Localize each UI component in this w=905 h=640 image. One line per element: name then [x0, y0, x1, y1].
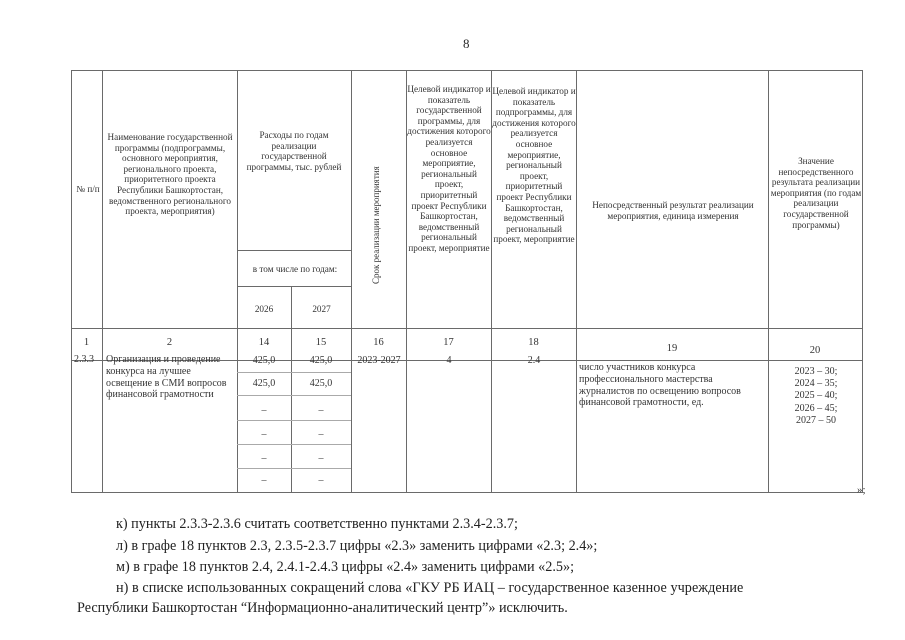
- row-name: Организация и проведение конкурса на лучшее освещение в СМИ вопросов финансовой грамотности: [106, 354, 227, 401]
- table-col-divider: [102, 70, 103, 493]
- paragraph-k: к) пункты 2.3.3-2.3.6 считать соответственно пунктами 2.3.4-2.3.7;: [116, 516, 518, 532]
- header-period: Срок реализации мероприятия: [371, 166, 381, 284]
- expense-row-line: [237, 395, 351, 396]
- column-number: 14: [258, 337, 270, 348]
- row-value-year: 2025 – 40;: [794, 390, 838, 401]
- expense-value: –: [318, 429, 324, 440]
- expense-row-line: [237, 372, 351, 373]
- page-number: 8: [463, 36, 470, 51]
- column-number: 19: [666, 343, 678, 354]
- header-target-subprogram: Целевой индикатор и показатель подпрограммы, для достижения которого реализуется основное мероприятие, региональный проект, приоритетный проект Республики Башкортостан, ведомственный региональный проект, мероприятие: [492, 86, 576, 245]
- header-year-2026: 2026: [254, 304, 274, 314]
- column-number: 18: [528, 337, 539, 348]
- expense-value: 425,0: [252, 355, 276, 366]
- expense-value: 425,0: [309, 378, 333, 389]
- table-border-right: [862, 70, 863, 493]
- column-number: 15: [315, 337, 327, 348]
- row-target-subprogram: 2.4: [527, 355, 541, 366]
- row-result: число участников конкурса профессионального мастерства журналистов по освещению вопросов финансовой грамотности, ед.: [579, 362, 741, 409]
- table-col-divider: [351, 70, 352, 493]
- expense-row-line: [237, 468, 351, 469]
- row-value-year: 2027 – 50: [796, 415, 836, 426]
- row-period: 2023-2027: [357, 355, 401, 366]
- table-border-top: [71, 70, 863, 71]
- paragraph-n-continued: Республики Башкортостан “Информационно-аналитический центр”» исключить.: [77, 600, 568, 616]
- column-number: 2: [166, 337, 173, 348]
- program-table: [71, 70, 863, 494]
- header-year-2027: 2027: [312, 304, 331, 314]
- column-number: 1: [83, 337, 90, 348]
- table-col-divider: [768, 70, 769, 493]
- header-expenses: Расходы по годам реализации государственной программы, тыс. рублей: [246, 130, 342, 172]
- row-value-year: 2023 – 30;: [794, 366, 838, 377]
- expense-value: 425,0: [252, 378, 276, 389]
- table-border-bottom: [71, 492, 863, 493]
- table-closing-quote: »;: [857, 484, 866, 496]
- row-target-program: 4: [446, 355, 452, 366]
- header-value: Значение непосредственного результата реализации мероприятия (по годам реализации государственной программы): [770, 156, 862, 230]
- column-number: 16: [373, 337, 384, 348]
- expense-value: –: [261, 429, 267, 440]
- expense-value: –: [261, 475, 267, 486]
- table-col-divider: [576, 70, 577, 493]
- expense-row-line: [237, 444, 351, 445]
- expense-value: –: [318, 453, 324, 464]
- paragraph-l: л) в графе 18 пунктов 2.3, 2.3.5-2.3.7 цифры «2.3» заменить цифрами «2.3; 2.4»;: [116, 538, 598, 554]
- expense-value: –: [318, 475, 324, 486]
- table-line-years: [237, 286, 351, 287]
- expense-row-line: [237, 420, 351, 421]
- header-name: Наименование государственной программы (подпрограммы, основного мероприятия, регионального проекта, приоритетного проекта Республики Башкортостан, ведомственного регионального проекта, мероприятия): [107, 132, 233, 217]
- expense-value: 425,0: [309, 355, 333, 366]
- column-number: 20: [809, 345, 821, 356]
- paragraph-n: н) в списке использованных сокращений слова «ГКУ РБ ИАЦ – государственное казенное учреждение: [116, 580, 744, 596]
- row-value-year: 2026 – 45;: [794, 403, 838, 414]
- header-target-program: Целевой индикатор и показатель государственной программы, для достижения которого реализуется основное мероприятие, региональный проект, приоритетный проект Республики Башкортостан, ведомственный региональный проект, мероприятие: [407, 84, 491, 253]
- expense-value: –: [261, 453, 267, 464]
- table-line-header-bottom: [71, 328, 863, 329]
- row-number: 2.3.3: [74, 354, 94, 365]
- header-num: № п/п: [76, 184, 100, 194]
- table-line-subheader: [237, 250, 351, 251]
- column-number: 17: [443, 337, 454, 348]
- table-border-left: [71, 70, 72, 493]
- row-value-year: 2024 – 35;: [794, 378, 838, 389]
- header-result: Непосредственный результат реализации мероприятия, единица измерения: [592, 200, 754, 221]
- expense-value: –: [318, 405, 324, 416]
- paragraph-m: м) в графе 18 пунктов 2.4, 2.4.1-2.4.3 цифры «2.4» заменить цифрами «2.5»;: [116, 559, 575, 575]
- header-expenses-sub: в том числе по годам:: [252, 264, 338, 274]
- expense-value: –: [261, 405, 267, 416]
